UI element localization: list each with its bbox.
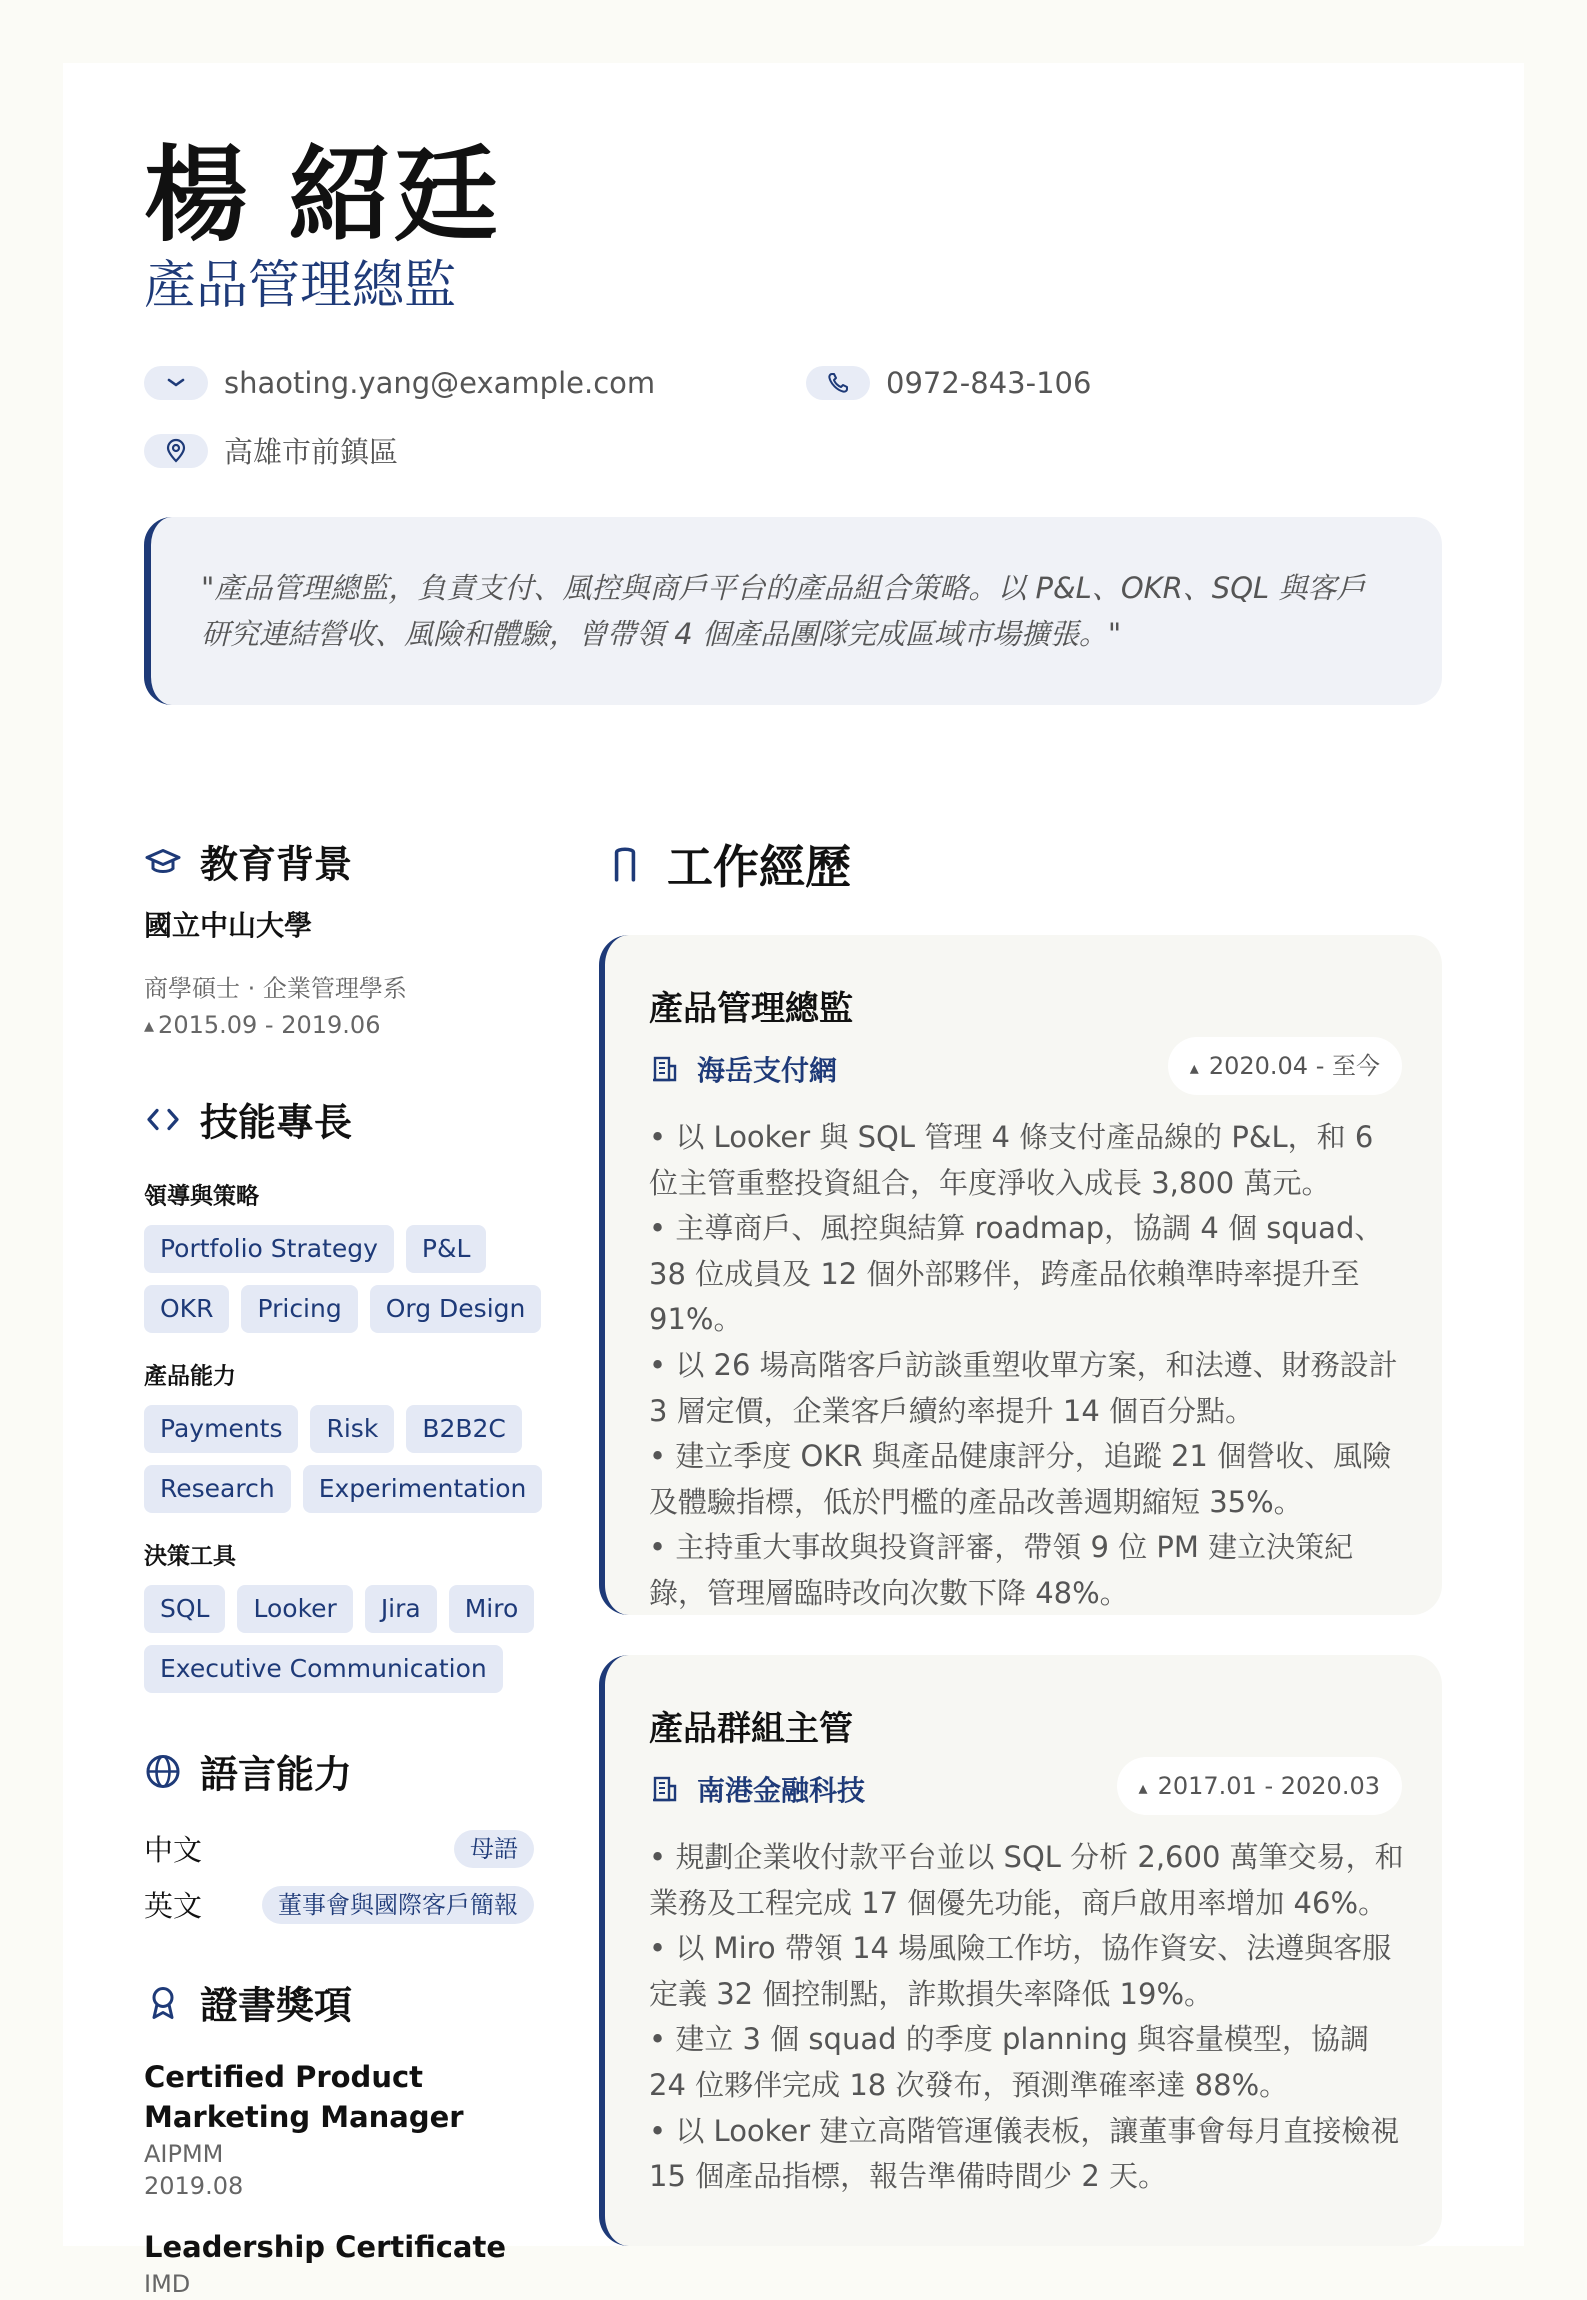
language-row <box>144 1828 534 1869</box>
certifications-heading: 證書獎項 <box>144 1975 352 2030</box>
award-ribbon-icon <box>144 1983 182 2021</box>
skill-chips <box>144 1405 544 1513</box>
skill-group-label: 產品能力 <box>144 1363 236 1390</box>
summary-box <box>144 517 1442 705</box>
certification-issuer: IMD <box>144 2270 191 2298</box>
job-date-badge: ▴ 2020.04 - 至今 <box>1168 1037 1402 1095</box>
job-card <box>599 935 1442 1615</box>
phone-text: 0972-843-106 <box>886 366 1092 400</box>
contact-location <box>144 430 398 471</box>
job-title: 產品群組主管 <box>649 1709 853 1749</box>
candidate-role: 產品管理總監 <box>144 256 457 316</box>
job-bullet: • 以 Miro 帶領 14 場風險工作坊，協作資安、法遵與客服定義 32 個控制點，詐欺損失率降低 19%。 <box>649 1931 1392 2011</box>
calendar-icon: ▴ <box>144 1013 155 1037</box>
job-bullet: • 以 Looker 與 SQL 管理 4 條支付產品線的 P&L，和 6 位主管重整投資組合，年度淨收入成長 3,800 萬元。 <box>649 1120 1374 1200</box>
job-bullet: • 建立季度 OKR 與產品健康評分，追蹤 21 個營收、風險及體驗指標，低於門檻的產品改善週期縮短 35%。 <box>649 1439 1392 1519</box>
job-bullet: • 建立 3 個 squad 的季度 planning 與容量模型，協調 24 位夥伴完成 18 次發布，預測準確率達 88%。 <box>649 2022 1370 2102</box>
job-title: 產品管理總監 <box>649 989 853 1029</box>
calendar-icon: ▴ <box>1138 1778 1148 1799</box>
skill-chip: Risk <box>310 1405 394 1453</box>
certification-issuer: AIPMM <box>144 2140 224 2168</box>
languages-heading: 語言能力 <box>144 1744 352 1799</box>
summary-text: "產品管理總監，負責支付、風控與商戶平台的產品組合策略。以 P&L、OKR、SQL 與客戶研究連結營收、風險和體驗，曾帶領 4 個產品團隊完成區域市場擴張。" <box>201 571 1366 651</box>
language-level-badge: 母語 <box>454 1830 534 1868</box>
location-text: 高雄市前鎮區 <box>224 435 399 469</box>
job-bullet: • 主導商戶、風控與結算 roadmap，協調 4 個 squad、38 位成員及 12 個外部夥伴，跨產品依賴準時率提升至 91%。 <box>649 1211 1384 1337</box>
resume-page <box>63 63 1524 2298</box>
contact-email[interactable] <box>144 366 655 400</box>
skill-chip: Pricing <box>241 1285 357 1333</box>
contact-phone[interactable] <box>806 366 1091 400</box>
skill-chip: B2B2C <box>406 1405 522 1453</box>
skill-chip: OKR <box>144 1285 229 1333</box>
location-pin-icon <box>144 434 208 468</box>
skill-group-label: 領導與策略 <box>144 1183 259 1210</box>
globe-icon <box>144 1752 182 1790</box>
language-level-badge: 董事會與國際客戶簡報 <box>262 1886 534 1924</box>
code-brackets-icon <box>144 1100 182 1138</box>
job-bullet: • 以 26 場高階客戶訪談重塑收單方案，和法遵、財務設計 3 層定價，企業客戶續約率提升 14 個百分點。 <box>649 1347 1398 1428</box>
skill-chip: P&L <box>406 1225 487 1273</box>
skill-group-label: 決策工具 <box>144 1543 236 1570</box>
job-bullet: • 以 Looker 建立高階管運儀表板，讓董事會每月直接檢視 15 個產品指標，報告準備時間少 2 天。 <box>649 2113 1400 2194</box>
email-icon <box>144 366 208 400</box>
education-date: ▴ 2015.09 - 2019.06 <box>144 1011 381 1039</box>
building-icon <box>649 1774 679 1804</box>
job-bullet: • 主持重大事故與投資評審，帶領 9 位 PM 建立決策紀錄，管理層臨時改向次數下降 48%。 <box>649 1530 1354 1610</box>
job-bullets <box>649 1835 1409 2200</box>
language-row <box>144 1884 534 1925</box>
job-date-badge: ▴ 2017.01 - 2020.03 <box>1117 1757 1402 1815</box>
skill-chip: Miro <box>449 1585 535 1633</box>
skill-chip: Research <box>144 1465 291 1513</box>
building-icon <box>649 1054 679 1084</box>
language-name: 中文 <box>144 1833 203 1867</box>
skill-chip: Org Design <box>370 1285 542 1333</box>
education-heading: 教育背景 <box>144 834 352 889</box>
graduation-cap-icon <box>144 842 182 880</box>
job-card <box>599 1655 1442 2246</box>
skill-chip: Payments <box>144 1405 298 1453</box>
job-bullets <box>649 1115 1409 1617</box>
certification-date: 2019.08 <box>144 2172 244 2200</box>
certification-name: Certified Product Marketing Manager <box>144 2060 464 2134</box>
skill-chip: Experimentation <box>303 1465 543 1513</box>
briefcase-icon <box>605 840 645 888</box>
calendar-icon: ▴ <box>1189 1058 1199 1079</box>
skill-chip: Executive Communication <box>144 1645 503 1693</box>
skill-chips <box>144 1225 544 1333</box>
skills-heading: 技能專長 <box>144 1092 352 1147</box>
certification-name: Leadership Certificate <box>144 2230 506 2264</box>
education-school: 國立中山大學 <box>144 909 313 942</box>
education-degree: 商學碩士 · 企業管理學系 <box>144 974 407 1003</box>
job-bullet: • 規劃企業收付款平台並以 SQL 分析 2,600 萬筆交易，和業務及工程完成 17 個優先功能，商戶啟用率增加 46%。 <box>649 1840 1404 1920</box>
skill-chip: Portfolio Strategy <box>144 1225 394 1273</box>
candidate-name: 楊 紹廷 <box>144 134 501 256</box>
skill-chips <box>144 1585 544 1693</box>
skill-chip: Looker <box>237 1585 352 1633</box>
skill-chip: Jira <box>365 1585 437 1633</box>
job-company: 海岳支付網 <box>649 1049 837 1089</box>
phone-icon <box>806 366 870 400</box>
skill-chip: SQL <box>144 1585 225 1633</box>
job-company: 南港金融科技 <box>649 1769 865 1809</box>
language-name: 英文 <box>144 1889 203 1923</box>
experience-heading: 工作經歷 <box>605 831 851 897</box>
email-text: shaoting.yang@example.com <box>224 366 656 400</box>
